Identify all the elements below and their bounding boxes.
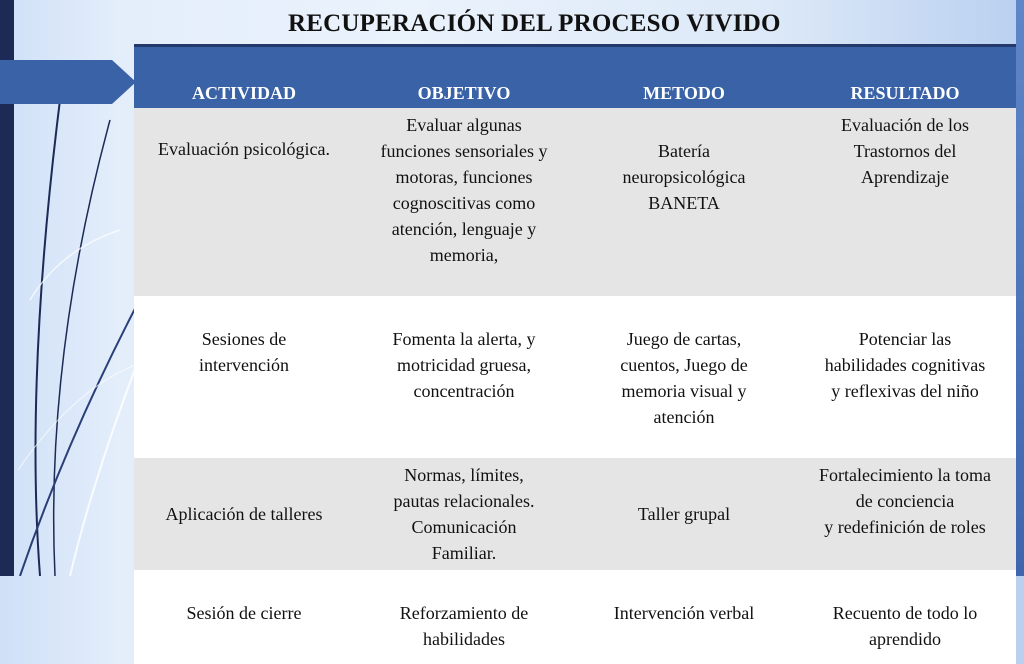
cell-resultado: Evaluación de los Trastornos del Aprendizaje	[794, 108, 1016, 296]
cell-actividad: Evaluación psicológica.	[134, 108, 354, 296]
header-actividad: ACTIVIDAD	[134, 46, 354, 109]
table-row	[134, 458, 1016, 570]
cell-actividad: Sesiones de intervención	[134, 296, 354, 458]
cell-resultado: Fortalecimiento la toma de conciencia y redefinición de roles	[794, 458, 1016, 570]
cell-metodo: Juego de cartas, cuentos, Juego de memoria visual y atención	[574, 296, 794, 458]
cell-objetivo: Reforzamiento de habilidades	[354, 570, 574, 664]
cell-resultado: Potenciar las habilidades cognitivas y reflexivas del niño	[794, 296, 1016, 458]
activity-table	[134, 44, 1016, 664]
table-row	[134, 296, 1016, 458]
right-accent-bar	[1016, 0, 1024, 576]
header-resultado: RESULTADO	[794, 46, 1016, 109]
cell-metodo: Intervención verbal	[574, 570, 794, 664]
cell-objetivo: Evaluar algunas funciones sensoriales y motoras, funciones cognoscitivas como atención, lenguaje y memoria,	[354, 108, 574, 296]
table-row	[134, 108, 1016, 296]
cell-actividad: Sesión de cierre	[134, 570, 354, 664]
table-header-row	[134, 46, 1016, 109]
header-metodo: METODO	[574, 46, 794, 109]
cell-resultado: Recuento de todo lo aprendido	[794, 570, 1016, 664]
cell-metodo: Taller grupal	[574, 458, 794, 570]
cell-objetivo: Fomenta la alerta, y motricidad gruesa, concentración	[354, 296, 574, 458]
header-objetivo: OBJETIVO	[354, 46, 574, 109]
cell-metodo: Batería neuropsicológica BANETA	[574, 108, 794, 296]
table-row	[134, 570, 1016, 664]
arrow-tab-shape	[0, 60, 136, 104]
cell-objetivo: Normas, límites, pautas relacionales. Comunicación Familiar.	[354, 458, 574, 570]
cell-actividad: Aplicación de talleres	[134, 458, 354, 570]
slide-title: RECUPERACIÓN DEL PROCESO VIVIDO	[288, 10, 781, 37]
